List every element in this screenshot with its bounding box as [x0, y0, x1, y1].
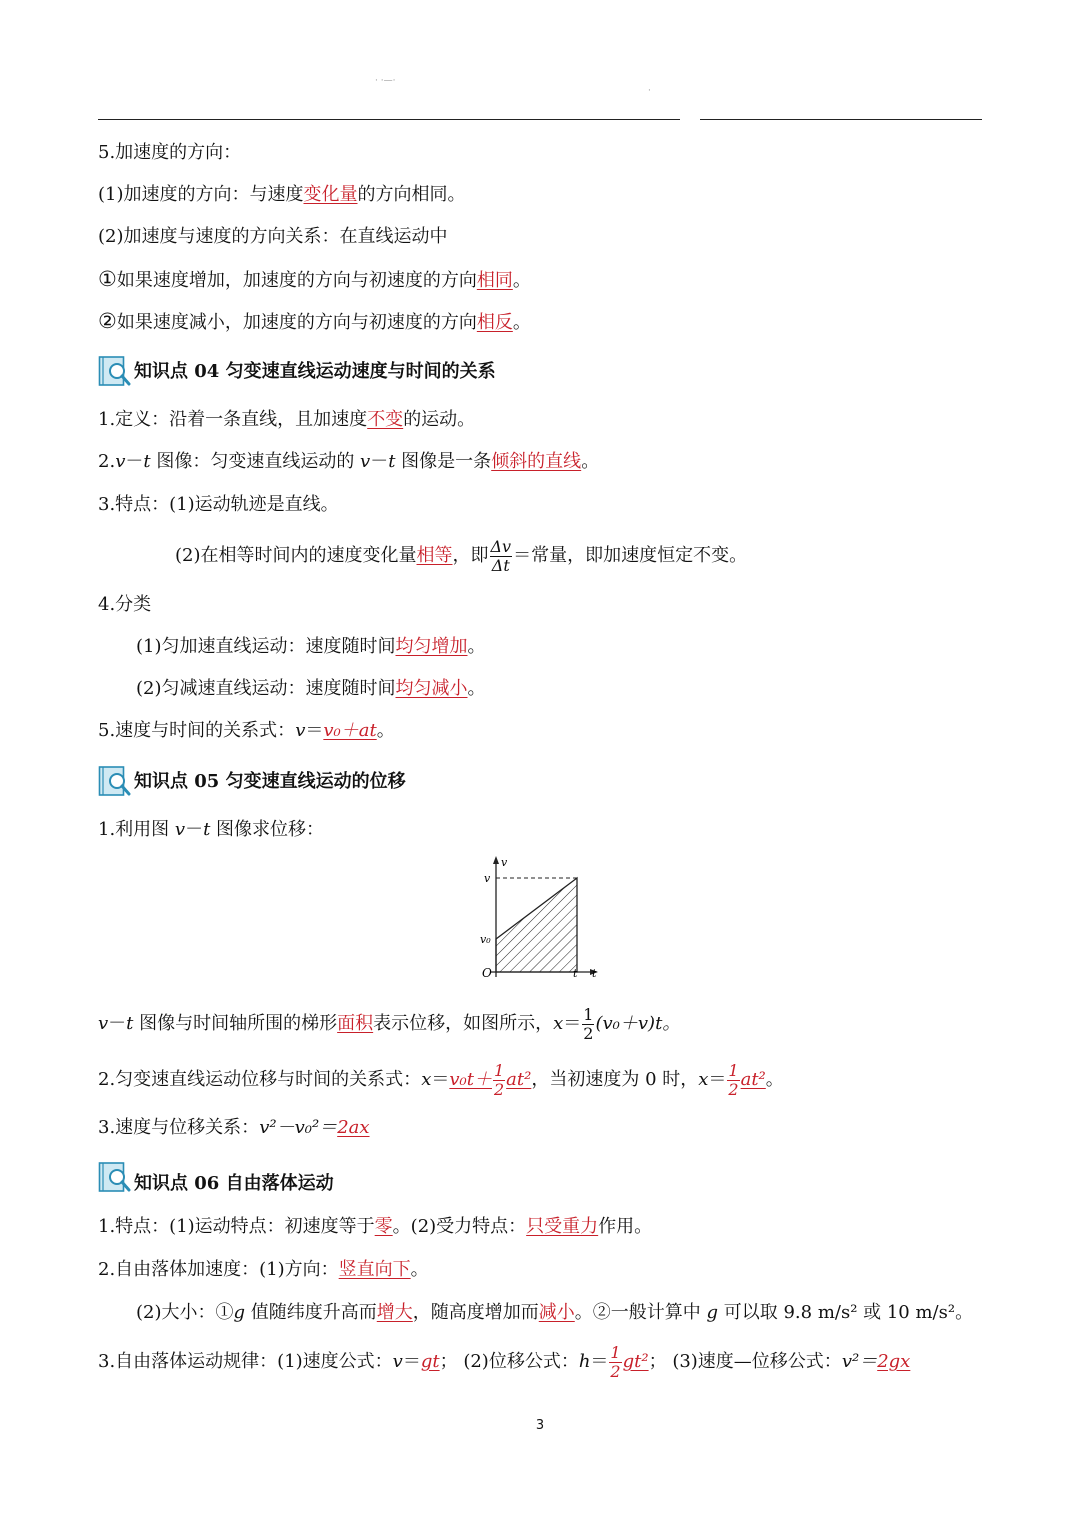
- answer-blank: 相同: [476, 270, 513, 291]
- kp05-velocity-displacement: 3.速度与位移关系：v²－v₀²＝2ax: [98, 1117, 370, 1138]
- answer-blank: 均匀减小: [395, 678, 468, 699]
- fraction-one-half: $\frac{1}{2}$: [493, 1060, 505, 1099]
- answer-blank: 面积: [337, 1013, 374, 1034]
- answer-blank: 不变: [367, 409, 404, 430]
- fraction-delta-v-delta-t: $\frac{\Delta v}{\Delta t}$: [490, 536, 512, 575]
- kp05-displacement-time: 2.匀变速直线运动位移与时间的关系式：x＝v₀t＋ $\frac{1}{2}$ at²，当初速度为 0 时，x＝ $\frac{1}{2}$ at²。: [98, 1060, 784, 1099]
- answer-blank: 相反: [476, 312, 513, 333]
- accel-direction-line-2: (2)加速度与速度的方向关系：在直线运动中: [98, 226, 448, 247]
- answer-blank: $\frac{1}{2}$ gt²: [610, 1342, 649, 1381]
- accel-direction-line-3: ①如果速度增加，加速度的方向与初速度的方向相同。: [98, 267, 531, 291]
- answer-blank: 变化量: [303, 184, 358, 205]
- kp04-definition: 1.定义：沿着一条直线，且加速度不变的运动。: [98, 409, 476, 430]
- magnifier-book-icon: [98, 354, 132, 388]
- vt-trapezoid-graph: [470, 853, 610, 985]
- answer-blank: 竖直向下: [338, 1259, 411, 1280]
- answer-blank: $\frac{1}{2}$ at²: [728, 1060, 766, 1099]
- kp06-title: 知识点 06 自由落体运动: [134, 1173, 334, 1194]
- t-axis-label: t: [592, 967, 597, 980]
- kp06-features: 1.特点：(1)运动特点：初速度等于零。(2)受力特点：只受重力作用。: [98, 1216, 653, 1237]
- kp06-gravity-magnitude: (2)大小：①g 值随纬度升高而增大，随高度增加而减小。②一般计算中 g 可以取 9.8 m/s² 或 10 m/s²。: [136, 1302, 974, 1323]
- answer-blank: 只受重力: [526, 1216, 599, 1237]
- answer-blank: v₀t＋ $\frac{1}{2}$ at²: [449, 1060, 532, 1099]
- section-accel-direction-title: 5.加速度的方向：: [98, 142, 242, 163]
- fraction-one-half: $\frac{1}{2}$: [583, 1004, 594, 1043]
- kp05-use-graph: 1.利用图 v－t 图像求位移：: [98, 819, 325, 840]
- v-tick-label: v: [484, 872, 491, 885]
- answer-blank: 减小: [538, 1302, 575, 1323]
- t-tick-label: t: [573, 967, 578, 980]
- answer-blank: 增大: [376, 1302, 413, 1323]
- kp04-velocity-formula: 5.速度与时间的关系式：v＝v₀＋at。: [98, 720, 395, 741]
- answer-blank: 相等: [416, 545, 453, 566]
- header-faint-text-left: · ·—·: [375, 76, 396, 86]
- answer-blank: 2gx: [877, 1351, 911, 1372]
- kp05-title: 知识点 05 匀变速直线运动的位移: [134, 771, 406, 792]
- kp04-features-2: (2)在相等时间内的速度变化量相等，即 $\frac{\Delta v}{\Delta t}$ ＝常量，即加速度恒定不变。: [175, 536, 748, 575]
- kp05-area-displacement: v－t 图像与时间轴所围的梯形面积表示位移，如图所示，x＝ $\frac{1}{2}$ (v₀＋v)t。: [98, 1004, 681, 1043]
- fraction-one-half: $\frac{1}{2}$: [728, 1060, 739, 1099]
- kp04-features: 3.特点：(1)运动轨迹是直线。: [98, 494, 339, 515]
- magnifier-book-icon: [98, 764, 132, 798]
- header-faint-text-right: ·: [648, 86, 651, 96]
- origin-label: O: [482, 966, 492, 980]
- v0-tick-label: v₀: [480, 933, 491, 946]
- v-axis-arrow: [493, 856, 499, 864]
- kp04-class-decelerating: (2)匀减速直线运动：速度随时间均匀减小。: [136, 678, 486, 699]
- answer-blank: 2ax: [337, 1117, 370, 1138]
- kp06-free-fall-laws: 3.自由落体运动规律：(1)速度公式：v＝gt； (2)位移公式：h＝ $\frac{1}{2}$ gt²； (3)速度—位移公式：v²＝2gx: [98, 1342, 911, 1381]
- fraction-one-half: $\frac{1}{2}$: [610, 1342, 621, 1381]
- answer-blank: gt: [420, 1351, 440, 1372]
- answer-blank: 均匀增加: [395, 636, 468, 657]
- v-axis-label: v: [501, 856, 508, 869]
- header-rule-left: [98, 119, 680, 120]
- accel-direction-line-4: ②如果速度减小，加速度的方向与初速度的方向相反。: [98, 309, 531, 333]
- magnifier-book-icon: [98, 1160, 132, 1194]
- kp04-class-accelerating: (1)匀加速直线运动：速度随时间均匀增加。: [136, 636, 486, 657]
- kp04-title: 知识点 04 匀变速直线运动速度与时间的关系: [134, 361, 496, 382]
- kp04-classification: 4.分类: [98, 594, 152, 615]
- kp06-gravity-direction: 2.自由落体加速度：(1)方向：竖直向下。: [98, 1259, 429, 1280]
- answer-blank: 零: [374, 1216, 393, 1237]
- kp04-vt-graph: 2.v－t 图像：匀变速直线运动的 v－t 图像是一条倾斜的直线。: [98, 451, 600, 472]
- trapezoid-area: [496, 878, 577, 972]
- header-rule-right: [700, 119, 982, 120]
- answer-blank: v₀＋at: [323, 720, 377, 741]
- answer-blank: 倾斜的直线: [491, 451, 582, 472]
- page-number: 3: [535, 1418, 545, 1433]
- accel-direction-line-1: (1)加速度的方向：与速度变化量的方向相同。: [98, 184, 466, 205]
